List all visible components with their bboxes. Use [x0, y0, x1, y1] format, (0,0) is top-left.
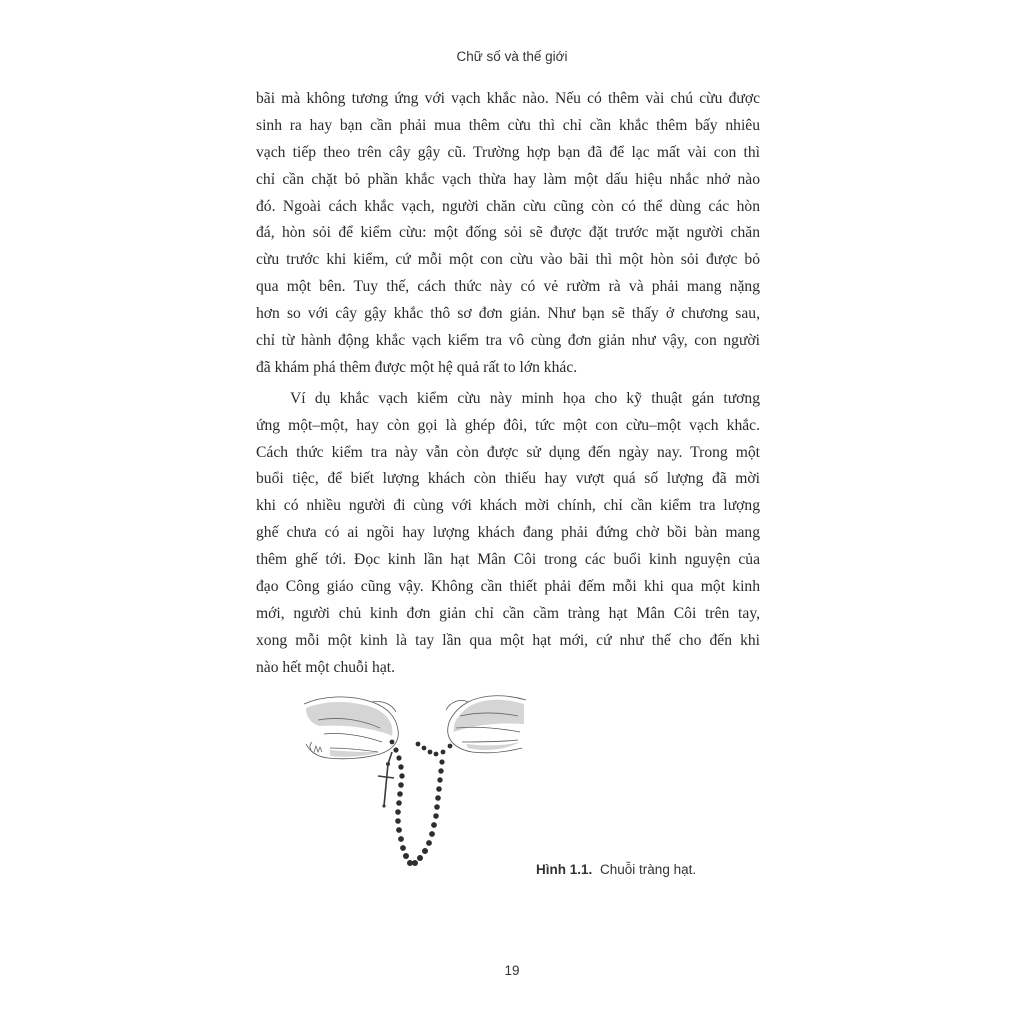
- text-line: khi có nhiều người đi cùng với khách mời chính, chỉ cần kiểm tra lượng: [256, 497, 760, 515]
- text-line: đã khám phá thêm được một hệ quả rất to lớn khác.: [256, 358, 578, 376]
- text-line: chỉ từ hành động khắc vạch kiểm tra vô cùng đơn giản như vậy, con người: [256, 332, 760, 350]
- text-line: Cách thức kiểm tra này vẫn còn được sử dụng đến ngày nay. Trong một: [256, 443, 760, 461]
- running-header: Chữ số và thế giới: [456, 49, 568, 64]
- hands-holding-rosary-illustration: [300, 690, 532, 878]
- text-line: chỉ cần chặt bỏ phần khắc vạch thừa hay làm một dấu hiệu nhắc nhở nào: [256, 170, 760, 188]
- text-line: Ví dụ khắc vạch kiểm cừu này minh họa cho kỹ thuật gán tương: [290, 389, 760, 407]
- text-line: qua một bên. Tuy thế, cách thức này có vẻ rườm rà và phải mang nặng: [256, 278, 760, 296]
- body-text: [256, 86, 760, 682]
- text-line: bãi mà không tương ứng với vạch khắc nào. Nếu có thêm vài chú cừu được: [256, 90, 760, 107]
- text-line: cừu trước khi kiểm, cứ mỗi một con cừu vào bãi thì một hòn sỏi được bỏ: [256, 251, 760, 269]
- text-line: nào hết một chuỗi hạt.: [256, 658, 396, 676]
- paragraph-1: [256, 86, 760, 382]
- caption-label: Hình 1.1.: [536, 862, 593, 877]
- text-line: sinh ra hay bạn cần phải mua thêm cừu thì chỉ cần khắc thêm bấy nhiêu: [256, 116, 760, 134]
- text-line: ghế chưa có ai ngồi hay lượng khách đang phải đứng chờ bồi bàn mang: [256, 524, 760, 542]
- text-line: ứng một–một, hay còn gọi là ghép đôi, tức một con cừu–một vạch khắc.: [256, 416, 760, 434]
- text-line: đó. Ngoài cách khắc vạch, người chăn cừu cũng còn có thể dùng các hòn: [256, 197, 760, 215]
- text-line: vạch tiếp theo trên cây gậy cũ. Trường hợp bạn đã để lạc mất vài con thì: [256, 143, 760, 161]
- text-line: xong mỗi một kinh là tay lần qua một hạt mới, cứ như thế cho đến khi: [256, 631, 760, 649]
- page-number: 19: [504, 963, 520, 978]
- paragraph-2: [256, 386, 760, 682]
- figure-caption: [536, 862, 696, 877]
- figure-rosary: [300, 690, 532, 878]
- text-line: hơn so với cây gậy khắc thô sơ đơn giản. Như bạn sẽ thấy ở chương sau,: [256, 305, 760, 323]
- text-line: đạo Công giáo cũng vậy. Không cần thiết phải đếm mỗi khi qua một kinh: [256, 578, 760, 596]
- text-line: thêm ghế tới. Đọc kinh lần hạt Mân Côi trong các buổi kinh nguyện của: [256, 551, 760, 569]
- caption-text: Chuỗi tràng hạt.: [600, 862, 697, 877]
- text-line: buổi tiệc, để biết lượng khách còn thiếu hay vượt quá số lượng đã mời: [256, 470, 760, 488]
- text-line: đá, hòn sỏi để kiểm cừu: một đống sỏi sẽ được đặt trước mặt người chăn: [256, 224, 760, 242]
- text-line: mới, người chủ kinh đơn giản chỉ cần cầm tràng hạt Mân Côi trên tay,: [256, 604, 760, 622]
